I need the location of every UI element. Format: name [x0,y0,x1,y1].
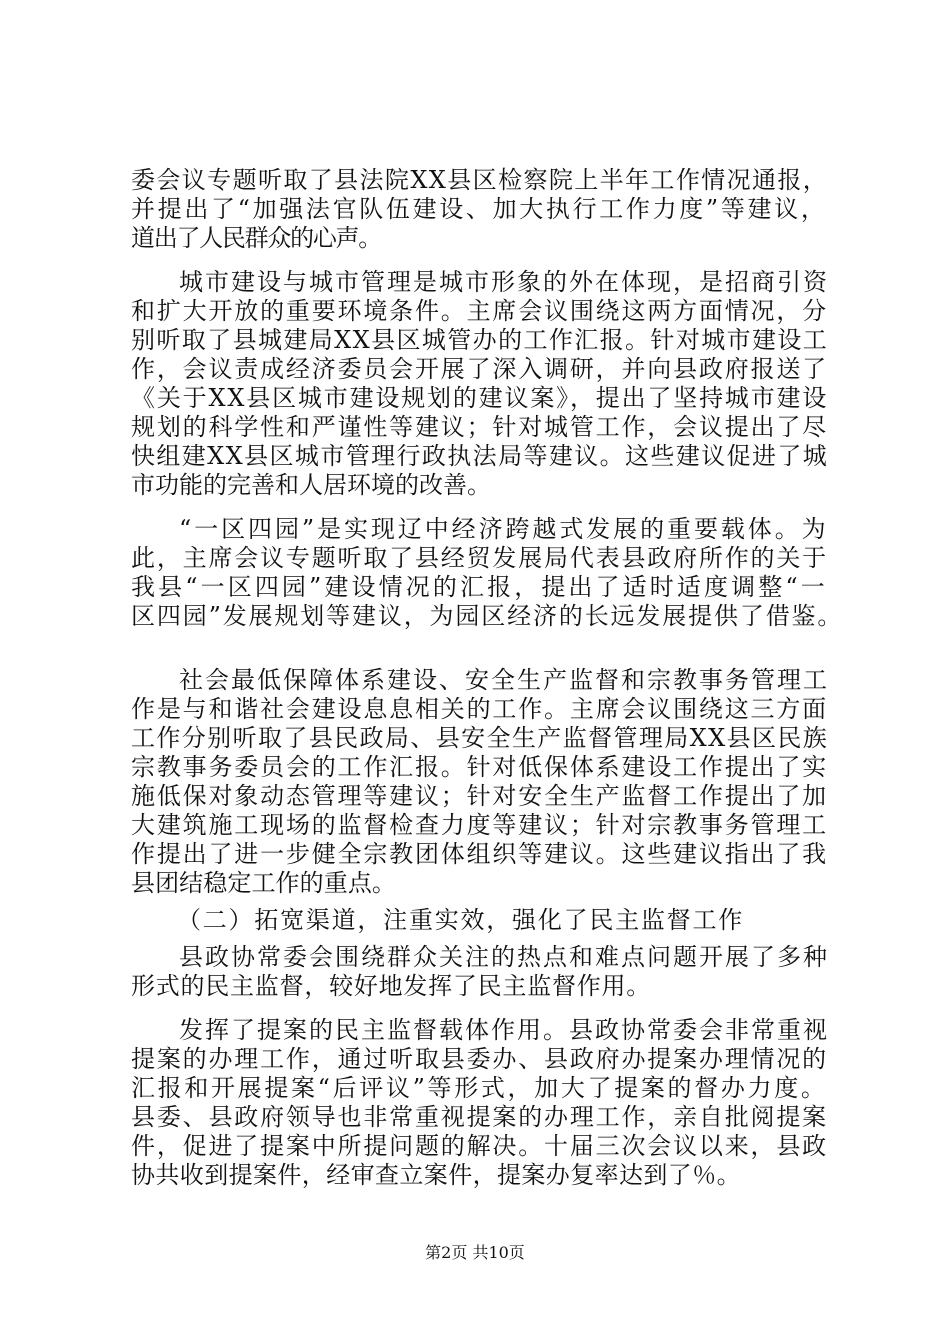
text-line: 委会议专题听取了县法院XX县区检察院上半年工作情况通报， [131,166,829,194]
text-line: 城市建设与城市管理是城市形象的外在体现，是招商引资 [179,268,829,296]
text-line: 件，促进了提案中所提问题的解决。十届三次会议以来，县政 [131,1132,828,1160]
text-line: “一区四园”是实现辽中经济跨越式发展的重要载体。为 [179,515,829,543]
text-line: 协共收到提案件，经审查立案件，提案办复率达到了％。 [131,1161,741,1189]
text-line: 和扩大开放的重要环境条件。主席会议围绕这两方面情况，分 [131,297,828,325]
text-line: 形式的民主监督，较好地发挥了民主监督作用。 [131,972,651,1000]
text-line: 县委、县政府领导也非常重视提案的办理工作，亲自批阅提案 [131,1103,828,1131]
text-line: 发挥了提案的民主监督载体作用。县政协常委会非常重视 [179,1016,829,1044]
text-line: 社会最低保障体系建设、安全生产监督和宗教事务管理工 [179,666,829,694]
text-line: 规划的科学性和严谨性等建议；针对城管工作，会议提出了尽 [131,413,828,441]
text-line: 大建筑施工现场的监督检查力度等建议；针对宗教事务管理工 [131,811,828,839]
text-line: 并提出了“加强法官队伍建设、加大执行工作力度”等建议， [131,195,828,223]
text-line: 此，主席会议专题听取了县经贸发展局代表县政府所作的关于 [131,544,828,572]
text-line: 我县“一区四园”建设情况的汇报，提出了适时适度调整“一 [131,573,828,601]
text-line: 《关于XX县区城市建设规划的建议案》，提出了坚持城市建设 [131,384,829,412]
text-line: 宗教事务委员会的工作汇报。针对低保体系建设工作提出了实 [131,753,828,781]
text-line: 作，会议责成经济委员会开展了深入调研，并向县政府报送了 [131,355,828,383]
text-line: 区四园”发展规划等建议，为园区经济的长远发展提供了借鉴。 [131,602,844,630]
text-line: 县团结稳定工作的重点。 [131,869,396,897]
text-line: 作是与和谐社会建设息息相关的工作。主席会议围绕这三方面 [131,695,828,723]
text-line: 工作分别听取了县民政局、县安全生产监督管理局XX县区民族 [131,724,829,752]
text-line: 汇报和开展提案“后评议”等形式，加大了提案的督办力度。 [131,1074,828,1102]
page-footer: 第2页 共10页 [425,1243,525,1262]
text-line: 提案的办理工作，通过听取县委办、县政府办提案办理情况的 [131,1045,828,1073]
text-line: 快组建XX县区城市管理行政执法局等建议。这些建议促进了城 [131,442,829,470]
text-line: 施低保对象动态管理等建议；针对安全生产监督工作提出了加 [131,782,828,810]
text-line: 市功能的完善和人居环境的改善。 [131,471,491,499]
text-line: 道出了人民群众的心声。 [131,224,381,252]
text-line: 县政协常委会围绕群众关注的热点和难点问题开展了多种 [179,943,829,971]
text-line: （二）拓宽渠道，注重实效，强化了民主监督工作 [177,906,744,934]
text-line: 别听取了县城建局XX县区城管办的工作汇报。针对城市建设工 [131,326,829,354]
text-line: 作提出了进一步健全宗教团体组织等建议。这些建议指出了我 [131,840,828,868]
